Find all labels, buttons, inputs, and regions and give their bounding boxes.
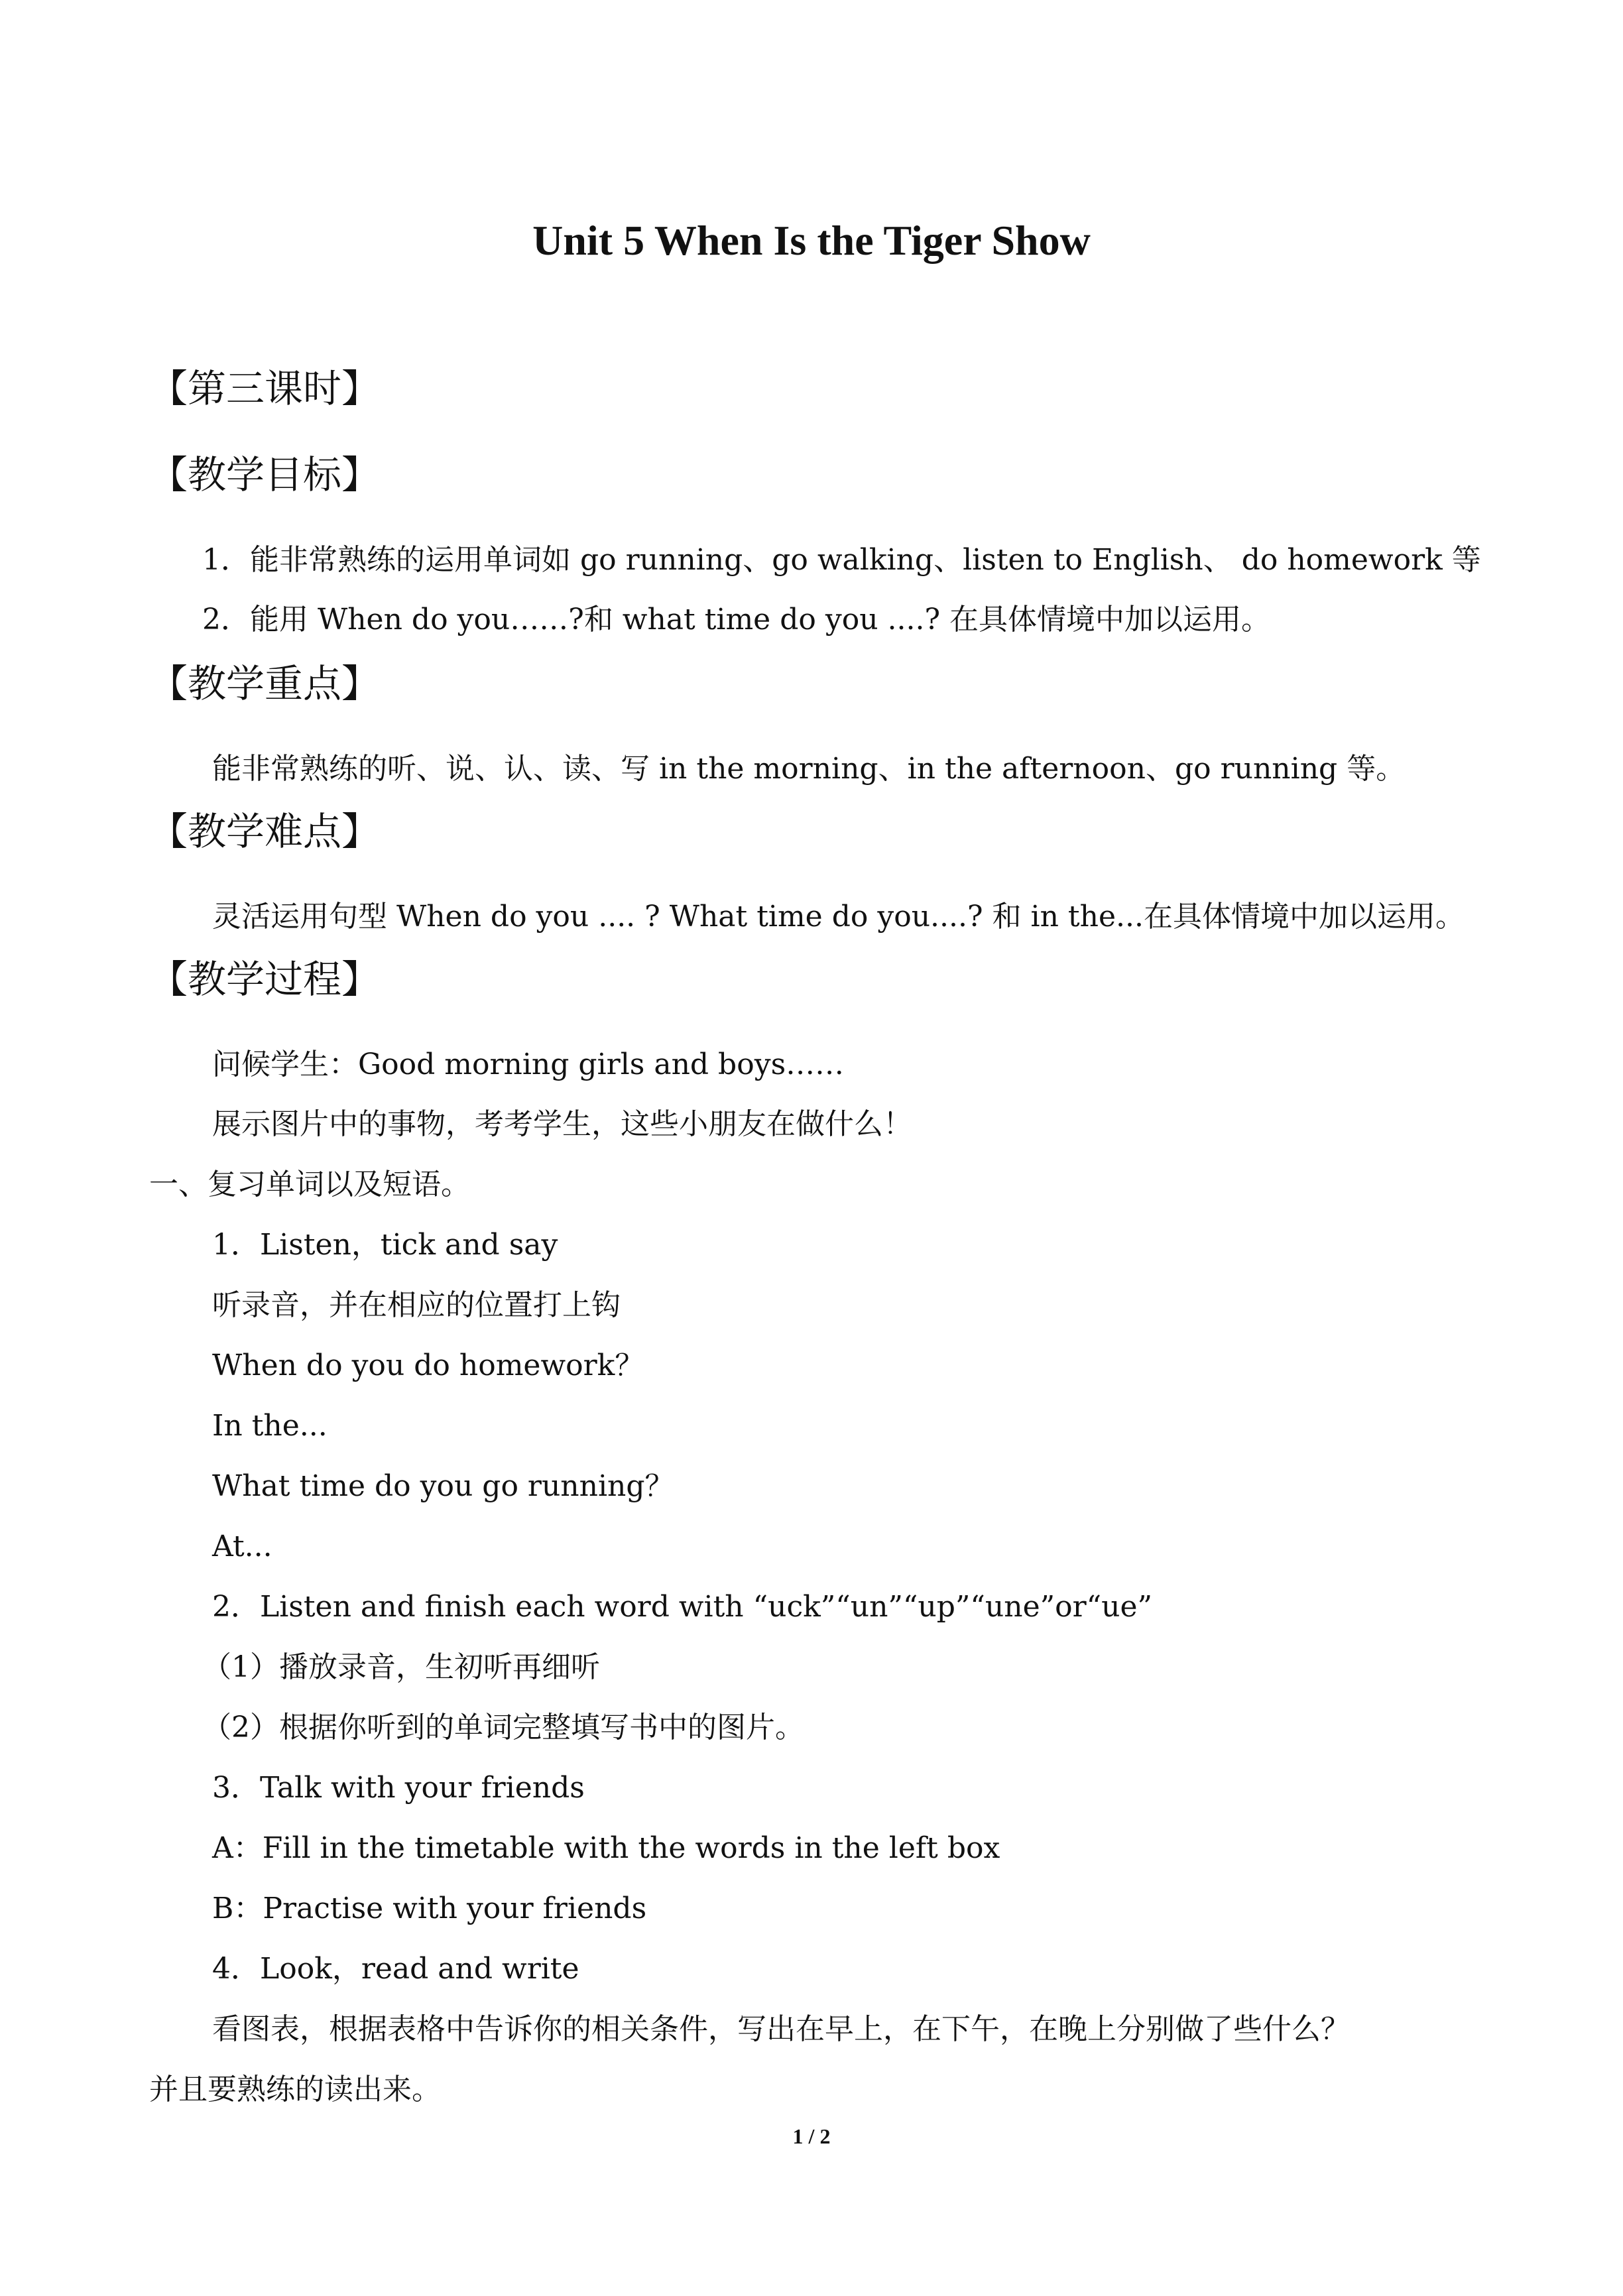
- greeting-line: 问候学生：Good morning girls and boys……: [212, 1048, 845, 1081]
- page-title: Unit 5 When Is the Tiger Show: [532, 217, 1091, 264]
- objective-item-2: 2．能用 When do you……?和 what time do you ....? 在具体情境中加以运用。: [202, 603, 1271, 636]
- heading-process: 【教学过程】: [149, 957, 381, 1002]
- item2-title: 2．Listen and finish each word with “uck”“un”“up”“une”or“ue”: [212, 1590, 1152, 1624]
- item2-sub-2: （2）根据你听到的单词完整填写书中的图片。: [202, 1711, 804, 1744]
- item1-description: 听录音，并在相应的位置打上钩: [212, 1288, 621, 1322]
- objective-item-1: 1．能非常熟练的运用单词如 go running、go walking、listen to English、 do homework 等: [202, 543, 1481, 577]
- item3-title: 3．Talk with your friends: [212, 1771, 585, 1805]
- show-line: 展示图片中的事物，考考学生，这些小朋友在做什么！: [212, 1107, 912, 1141]
- heading-difficulties: 【教学难点】: [149, 809, 381, 854]
- item3-b: B：Practise with your friends: [212, 1892, 647, 1925]
- answer-1: In the...: [212, 1409, 328, 1443]
- item2-sub-1: （1）播放录音，生初听再细听: [202, 1650, 600, 1684]
- item4-description-line-2: 并且要熟练的读出来。: [149, 2073, 441, 2106]
- item4-description-line-1: 看图表，根据表格中告诉你的相关条件，写出在早上，在下午，在晚上分别做了些什么？: [212, 2012, 1350, 2046]
- heading-key-points: 【教学重点】: [149, 661, 381, 706]
- question-1: When do you do homework？: [212, 1349, 644, 1382]
- section-one-heading: 一、复习单词以及短语。: [149, 1168, 470, 1201]
- key-points-text: 能非常熟练的听、说、认、读、写 in the morning、in the afternoon、go running 等。: [212, 752, 1406, 786]
- question-2: What time do you go running？: [212, 1469, 674, 1503]
- item3-a: A：Fill in the timetable with the words in the left box: [212, 1831, 1000, 1865]
- item1-title: 1．Listen，tick and say: [212, 1228, 558, 1262]
- heading-objectives: 【教学目标】: [149, 452, 381, 497]
- difficulties-text: 灵活运用句型 When do you .... ? What time do you....? 和 in the...在具体情境中加以运用。: [212, 900, 1465, 934]
- answer-2: At...: [212, 1530, 272, 1563]
- page-number: 1 / 2: [792, 2124, 831, 2148]
- item4-title: 4．Look，read and write: [212, 1952, 579, 1986]
- heading-lesson: 【第三课时】: [149, 366, 381, 411]
